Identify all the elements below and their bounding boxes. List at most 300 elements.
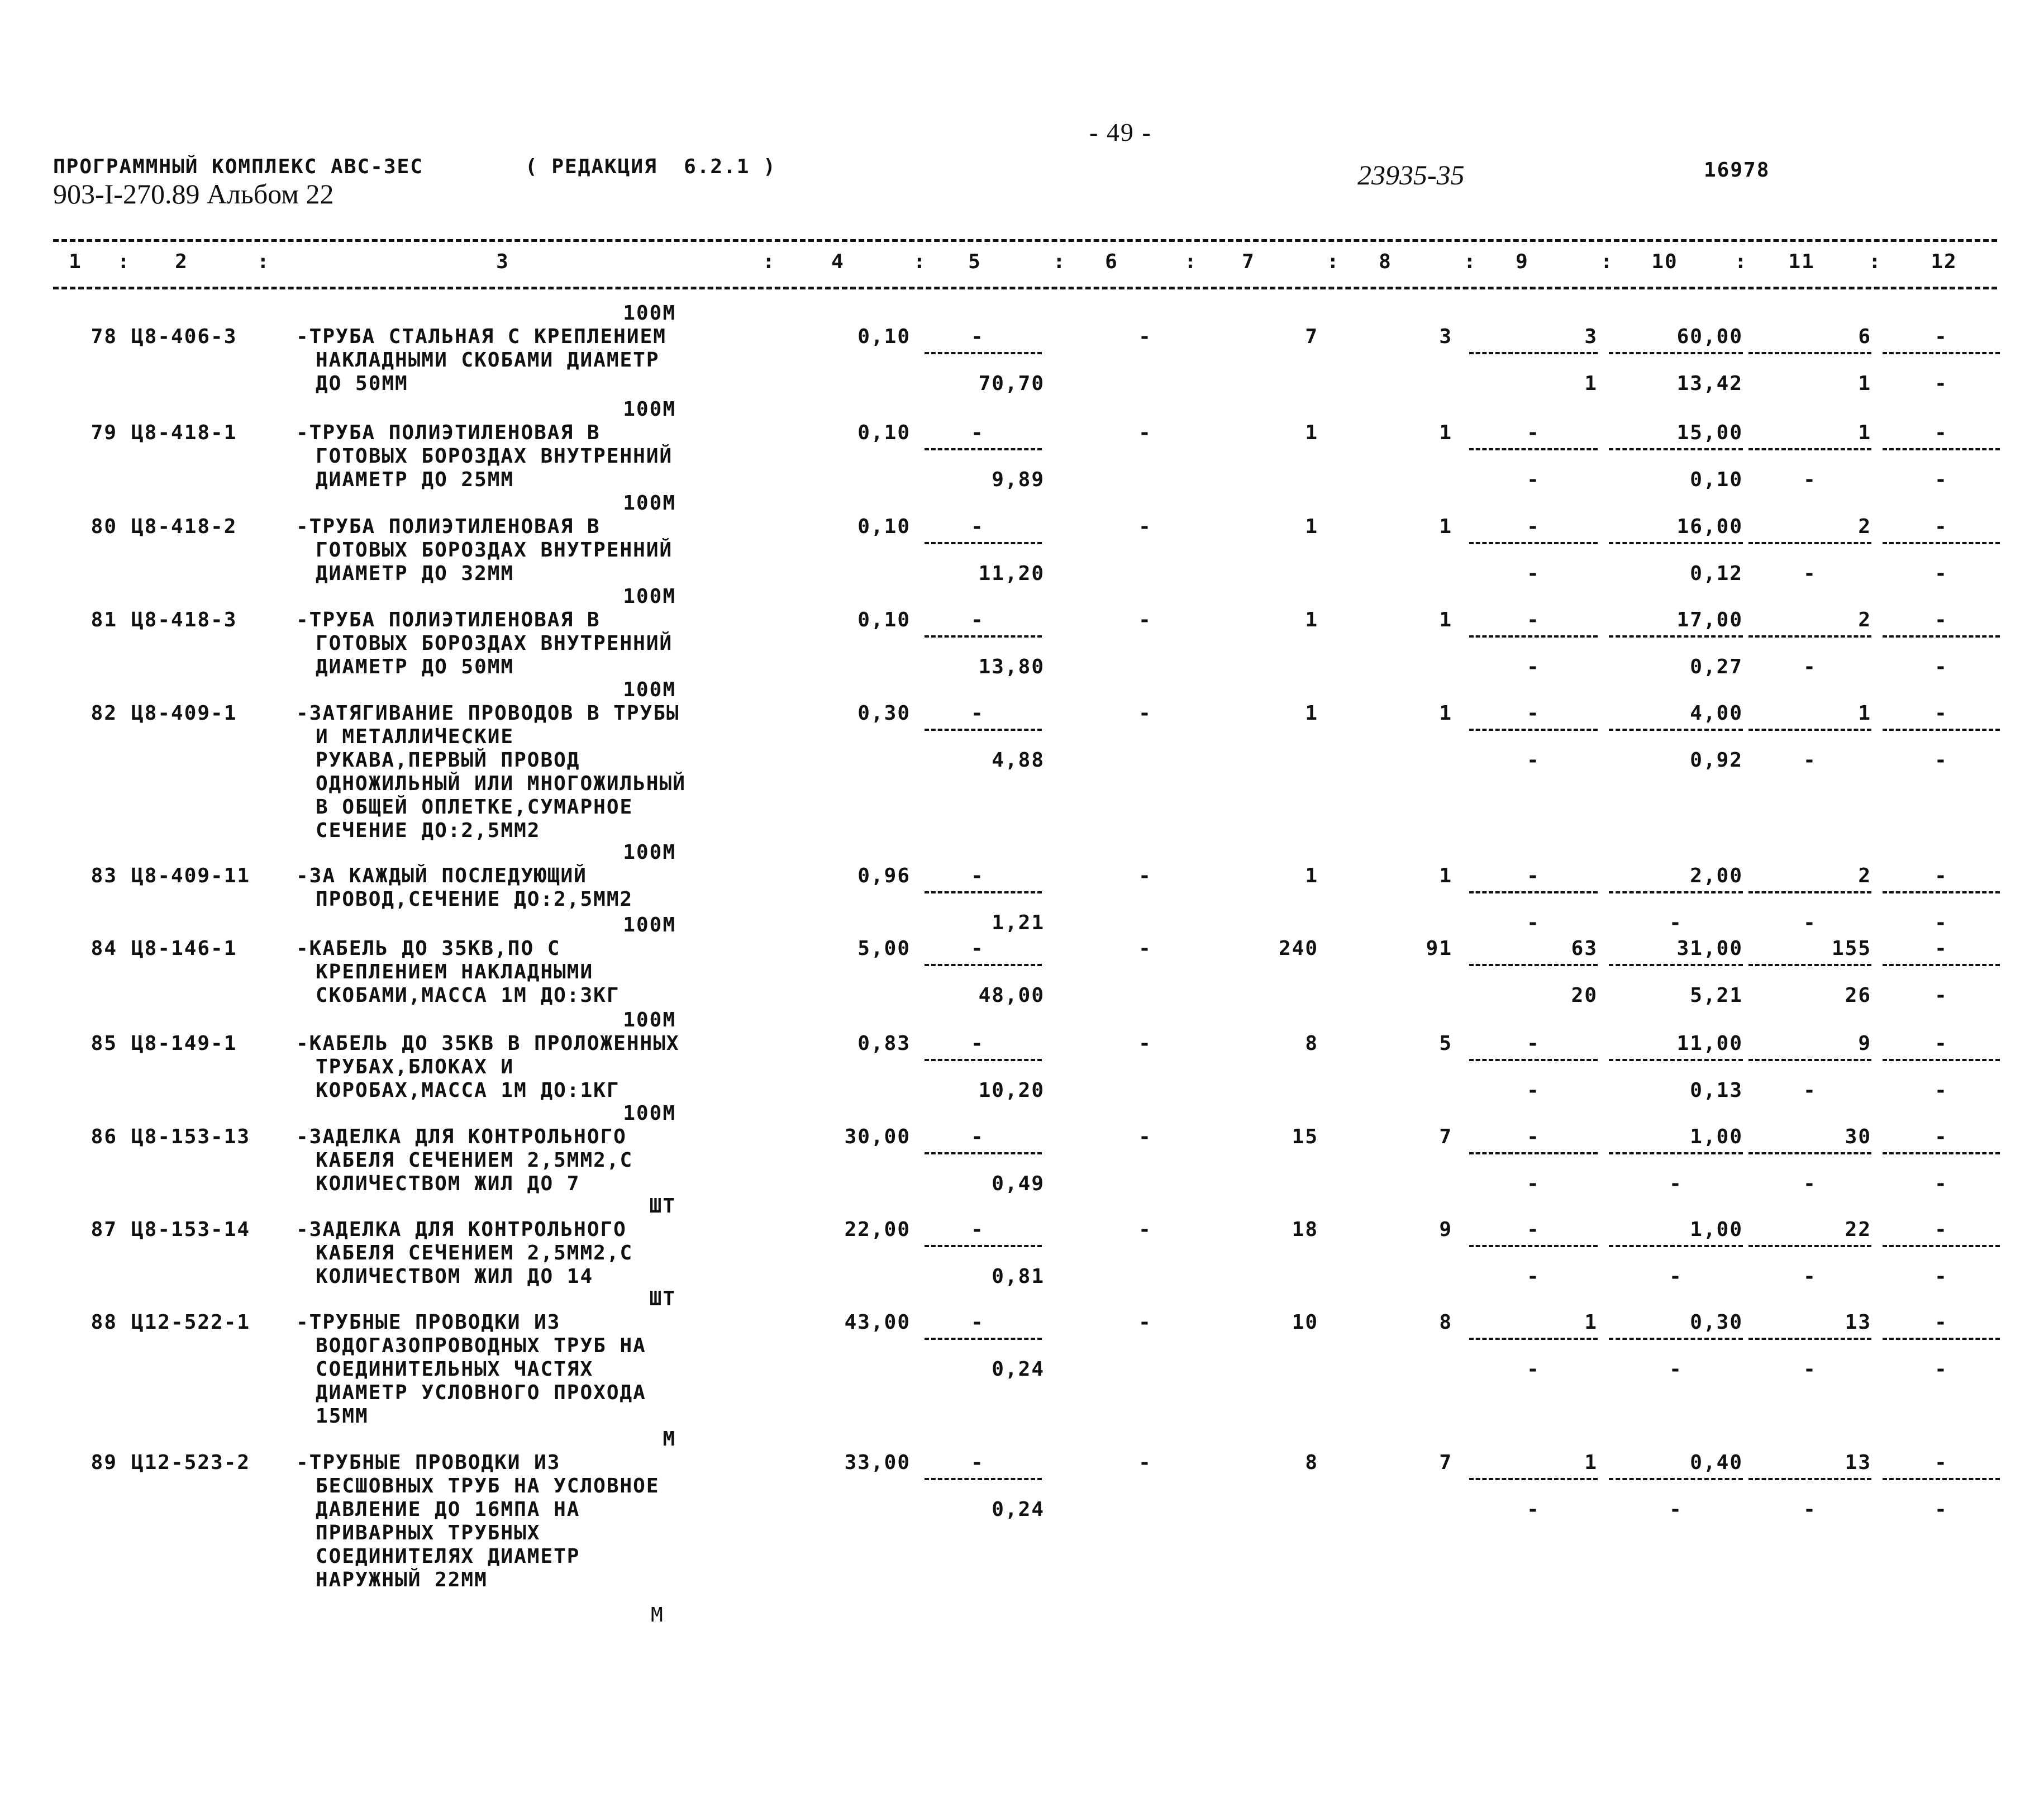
column-separator: : bbox=[257, 250, 270, 273]
col9-top: - bbox=[1527, 702, 1540, 725]
column-separator: : bbox=[1464, 250, 1477, 273]
col9-bottom: - bbox=[1527, 911, 1540, 934]
fraction-rule bbox=[1609, 352, 1743, 354]
col11-top: 13 bbox=[1845, 1451, 1871, 1474]
fraction-rule bbox=[1883, 1152, 2000, 1154]
fraction-rule bbox=[1469, 352, 1598, 354]
fraction-rule bbox=[925, 542, 1042, 544]
column-header-9: 9 bbox=[1516, 250, 1529, 273]
col5-bottom: 0,81 bbox=[992, 1265, 1045, 1288]
col8-value: 1 bbox=[1439, 608, 1452, 631]
program-title: ПРОГРАММНЫЙ КОМПЛЕКС АВС-ЗЕС bbox=[53, 155, 423, 178]
row-description-line: СОЕДИНИТЕЛЬНЫХ ЧАСТЯХ bbox=[316, 1358, 594, 1381]
col11-bottom: - bbox=[1803, 1172, 1817, 1195]
col9-top: 3 bbox=[1584, 325, 1598, 348]
row-unit: М bbox=[663, 1428, 676, 1451]
col7-value: 240 bbox=[1278, 937, 1318, 960]
col10-top: 17,00 bbox=[1676, 608, 1743, 631]
row-description-line: ДИАМЕТР УСЛОВНОГО ПРОХОДА bbox=[316, 1381, 646, 1404]
col6-value: - bbox=[1138, 325, 1152, 348]
col12-top: - bbox=[1935, 864, 1948, 887]
row-code: Ц8-418-1 bbox=[131, 421, 237, 444]
fraction-rule bbox=[1748, 729, 1871, 731]
fraction-rule bbox=[925, 1059, 1042, 1061]
col8-value: 9 bbox=[1439, 1218, 1452, 1241]
col11-bottom: - bbox=[1803, 1498, 1817, 1521]
fraction-rule bbox=[1469, 1152, 1598, 1154]
col10-top: 60,00 bbox=[1676, 325, 1743, 348]
col12-top: - bbox=[1935, 421, 1948, 444]
header-top-rule bbox=[53, 239, 1997, 242]
row-description-line: СКОБАМИ,МАССА 1М ДО:3КГ bbox=[316, 984, 620, 1007]
fraction-rule bbox=[925, 448, 1042, 450]
col12-top: - bbox=[1935, 515, 1948, 538]
row-number: 85 bbox=[90, 1032, 117, 1055]
col10-bottom: - bbox=[1669, 1498, 1683, 1521]
fraction-rule bbox=[1469, 964, 1598, 966]
header-bottom-rule bbox=[53, 287, 1997, 289]
column-separator: : bbox=[1869, 250, 1882, 273]
fraction-rule bbox=[1609, 448, 1743, 450]
col9-bottom: - bbox=[1527, 562, 1540, 585]
col5-top: - bbox=[971, 702, 984, 725]
row-number: 80 bbox=[90, 515, 117, 538]
row-description-line: ГОТОВЫХ БОРОЗДАХ ВНУТРЕННИЙ bbox=[316, 632, 673, 655]
col10-top: 0,30 bbox=[1690, 1311, 1743, 1334]
row-description-line: НАКЛАДНЫМИ СКОБАМИ ДИАМЕТР bbox=[316, 349, 660, 372]
fraction-rule bbox=[1748, 1478, 1871, 1480]
col8-value: 8 bbox=[1439, 1311, 1452, 1334]
row-description-line: РУКАВА,ПЕРВЫЙ ПРОВОД bbox=[316, 749, 580, 772]
col11-top: 2 bbox=[1858, 864, 1871, 887]
col12-top: - bbox=[1935, 1218, 1948, 1241]
row-code: Ц8-406-3 bbox=[131, 325, 237, 348]
fraction-rule bbox=[1469, 1059, 1598, 1061]
col11-bottom: - bbox=[1803, 1079, 1817, 1102]
col10-bottom: - bbox=[1669, 911, 1683, 934]
row-number: 83 bbox=[90, 864, 117, 887]
column-header-7: 7 bbox=[1242, 250, 1255, 273]
col8-value: 7 bbox=[1439, 1125, 1452, 1148]
footer-unit: М bbox=[651, 1604, 664, 1627]
col6-value: - bbox=[1138, 421, 1152, 444]
col6-value: - bbox=[1138, 1125, 1152, 1148]
col12-top: - bbox=[1935, 702, 1948, 725]
col11-bottom: - bbox=[1803, 655, 1817, 678]
col12-top: - bbox=[1935, 1125, 1948, 1148]
col12-bottom: - bbox=[1935, 562, 1948, 585]
project-reference: 903-I-270.89 Альбом 22 bbox=[53, 178, 334, 210]
row-description-line: И МЕТАЛЛИЧЕСКИЕ bbox=[316, 725, 514, 748]
col5-bottom: 11,20 bbox=[978, 562, 1045, 585]
col9-top: 1 bbox=[1584, 1311, 1598, 1334]
fraction-rule bbox=[925, 891, 1042, 893]
col7-value: 1 bbox=[1305, 421, 1318, 444]
fraction-rule bbox=[1469, 729, 1598, 731]
fraction-rule bbox=[925, 729, 1042, 731]
row-description-line: -КАБЕЛЬ ДО 35КВ,ПО С bbox=[296, 937, 561, 960]
document-number: 16978 bbox=[1704, 159, 1770, 182]
col6-value: - bbox=[1138, 702, 1152, 725]
row-description-line: КОРОБАХ,МАССА 1М ДО:1КГ bbox=[316, 1079, 620, 1102]
col11-top: 22 bbox=[1845, 1218, 1871, 1241]
col12-top: - bbox=[1935, 1451, 1948, 1474]
document-code: 23935-35 bbox=[1357, 159, 1465, 191]
column-header-5: 5 bbox=[968, 250, 981, 273]
col5-bottom: 0,24 bbox=[992, 1358, 1045, 1381]
row-description-line: -ТРУБА ПОЛИЭТИЛЕНОВАЯ В bbox=[296, 515, 601, 538]
fraction-rule bbox=[1748, 1338, 1871, 1340]
row-number: 81 bbox=[90, 608, 117, 631]
col8-value: 1 bbox=[1439, 515, 1452, 538]
col5-bottom: 1,21 bbox=[992, 911, 1045, 934]
col12-bottom: - bbox=[1935, 1079, 1948, 1102]
fraction-rule bbox=[1469, 635, 1598, 638]
row-unit: ШТ bbox=[649, 1195, 676, 1218]
col9-top: 63 bbox=[1571, 937, 1598, 960]
row-description-line: КАБЕЛЯ СЕЧЕНИЕМ 2,5ММ2,С bbox=[316, 1242, 633, 1264]
col7-value: 8 bbox=[1305, 1451, 1318, 1474]
row-number: 78 bbox=[90, 325, 117, 348]
column-separator: : bbox=[1327, 250, 1340, 273]
col8-value: 91 bbox=[1426, 937, 1452, 960]
row-code: Ц8-409-1 bbox=[131, 702, 237, 725]
fraction-rule bbox=[1883, 635, 2000, 638]
col9-bottom: - bbox=[1527, 1172, 1540, 1195]
col7-value: 1 bbox=[1305, 702, 1318, 725]
col7-value: 1 bbox=[1305, 864, 1318, 887]
col7-value: 8 bbox=[1305, 1032, 1318, 1055]
fraction-rule bbox=[925, 352, 1042, 354]
col10-top: 0,40 bbox=[1690, 1451, 1743, 1474]
fraction-rule bbox=[1883, 1059, 2000, 1061]
row-description-line: ГОТОВЫХ БОРОЗДАХ ВНУТРЕННИЙ bbox=[316, 445, 673, 468]
fraction-rule bbox=[925, 1152, 1042, 1154]
fraction-rule bbox=[925, 1245, 1042, 1247]
row-description-line: ДАВЛЕНИЕ ДО 16МПА НА bbox=[316, 1498, 580, 1521]
col12-bottom: - bbox=[1935, 468, 1948, 491]
col10-top: 4,00 bbox=[1690, 702, 1743, 725]
row-description-line: ТРУБАХ,БЛОКАХ И bbox=[316, 1056, 514, 1078]
row-description-line: ОДНОЖИЛЬНЫЙ ИЛИ МНОГОЖИЛЬНЫЙ bbox=[316, 772, 686, 795]
row-code: Ц8-418-3 bbox=[131, 608, 237, 631]
fraction-rule bbox=[1883, 891, 2000, 893]
col9-top: - bbox=[1527, 515, 1540, 538]
column-header-10: 10 bbox=[1651, 250, 1678, 273]
fraction-rule bbox=[925, 1338, 1042, 1340]
fraction-rule bbox=[925, 1478, 1042, 1480]
col5-top: - bbox=[971, 608, 984, 631]
row-description-line: -КАБЕЛЬ ДО 35КВ В ПРОЛОЖЕННЫХ bbox=[296, 1032, 680, 1055]
col11-top: 9 bbox=[1858, 1032, 1871, 1055]
col5-top: - bbox=[971, 937, 984, 960]
row-unit: 100М bbox=[623, 841, 676, 864]
row-description-line: В ОБЩЕЙ ОПЛЕТКЕ,СУМАРНОЕ bbox=[316, 796, 633, 819]
row-description-line: СЕЧЕНИЕ ДО:2,5ММ2 bbox=[316, 819, 541, 842]
col9-bottom: - bbox=[1527, 749, 1540, 772]
col12-top: - bbox=[1935, 325, 1948, 348]
col6-value: - bbox=[1138, 515, 1152, 538]
col9-bottom: 1 bbox=[1584, 372, 1598, 395]
col12-bottom: - bbox=[1935, 911, 1948, 934]
row-code: Ц8-418-2 bbox=[131, 515, 237, 538]
row-description-line: -ЗАДЕЛКА ДЛЯ КОНТРОЛЬНОГО bbox=[296, 1125, 627, 1148]
col11-bottom: - bbox=[1803, 1358, 1817, 1381]
col5-bottom: 13,80 bbox=[978, 655, 1045, 678]
col5-bottom: 10,20 bbox=[978, 1079, 1045, 1102]
row-unit: 100М bbox=[623, 302, 676, 325]
col9-bottom: - bbox=[1527, 1498, 1540, 1521]
row-code: Ц12-522-1 bbox=[131, 1311, 251, 1334]
row-description-line: ПРОВОД,СЕЧЕНИЕ ДО:2,5ММ2 bbox=[316, 888, 633, 911]
col4-value: 0,83 bbox=[857, 1032, 911, 1055]
col5-top: - bbox=[971, 515, 984, 538]
column-header-3: 3 bbox=[496, 250, 509, 273]
fraction-rule bbox=[925, 635, 1042, 638]
col8-value: 1 bbox=[1439, 864, 1452, 887]
col12-bottom: - bbox=[1935, 372, 1948, 395]
col8-value: 5 bbox=[1439, 1032, 1452, 1055]
row-number: 84 bbox=[90, 937, 117, 960]
col5-top: - bbox=[971, 1125, 984, 1148]
row-description-line: -ТРУБНЫЕ ПРОВОДКИ ИЗ bbox=[296, 1451, 561, 1474]
col9-bottom: - bbox=[1527, 468, 1540, 491]
col10-bottom: - bbox=[1669, 1358, 1683, 1381]
col4-value: 0,30 bbox=[857, 702, 911, 725]
col12-bottom: - bbox=[1935, 984, 1948, 1007]
col7-value: 15 bbox=[1292, 1125, 1318, 1148]
row-description-line: НАРУЖНЫЙ 22ММ bbox=[316, 1568, 488, 1591]
col10-bottom: 5,21 bbox=[1690, 984, 1743, 1007]
col10-top: 31,00 bbox=[1676, 937, 1743, 960]
col4-value: 33,00 bbox=[844, 1451, 911, 1474]
column-separator: : bbox=[1735, 250, 1748, 273]
col5-top: - bbox=[971, 1218, 984, 1241]
row-unit: 100М bbox=[623, 1102, 676, 1125]
col5-top: - bbox=[971, 1032, 984, 1055]
row-description-line: -ТРУБА СТАЛЬНАЯ С КРЕПЛЕНИЕМ bbox=[296, 325, 666, 348]
col11-bottom: - bbox=[1803, 1265, 1817, 1288]
column-separator: : bbox=[1600, 250, 1614, 273]
col5-bottom: 9,89 bbox=[992, 468, 1045, 491]
col11-top: 6 bbox=[1858, 325, 1871, 348]
col10-bottom: - bbox=[1669, 1265, 1683, 1288]
col11-top: 2 bbox=[1858, 608, 1871, 631]
fraction-rule bbox=[1748, 1152, 1871, 1154]
row-unit: 100М bbox=[623, 678, 676, 701]
col10-bottom: 0,27 bbox=[1690, 655, 1743, 678]
row-description-line: КРЕПЛЕНИЕМ НАКЛАДНЫМИ bbox=[316, 961, 594, 983]
row-number: 79 bbox=[90, 421, 117, 444]
col10-bottom: 13,42 bbox=[1676, 372, 1743, 395]
row-unit: 100М bbox=[623, 492, 676, 515]
row-unit: 100М bbox=[623, 398, 676, 421]
row-description-line: ДО 50ММ bbox=[316, 372, 408, 395]
row-description-line: ДИАМЕТР ДО 32ММ bbox=[316, 562, 514, 585]
col10-bottom: 0,12 bbox=[1690, 562, 1743, 585]
col12-bottom: - bbox=[1935, 749, 1948, 772]
column-separator: : bbox=[1184, 250, 1198, 273]
row-description-line: -ТРУБНЫЕ ПРОВОДКИ ИЗ bbox=[296, 1311, 561, 1334]
column-header-6: 6 bbox=[1105, 250, 1118, 273]
fraction-rule bbox=[1748, 352, 1871, 354]
row-description-line: ПРИВАРНЫХ ТРУБНЫХ bbox=[316, 1522, 541, 1544]
col12-bottom: - bbox=[1935, 1498, 1948, 1521]
col11-bottom: 26 bbox=[1845, 984, 1871, 1007]
column-separator: : bbox=[1053, 250, 1066, 273]
col9-bottom: - bbox=[1527, 1079, 1540, 1102]
fraction-rule bbox=[925, 964, 1042, 966]
col6-value: - bbox=[1138, 1451, 1152, 1474]
col7-value: 1 bbox=[1305, 515, 1318, 538]
col12-top: - bbox=[1935, 1032, 1948, 1055]
col9-top: - bbox=[1527, 608, 1540, 631]
column-separator: : bbox=[913, 250, 927, 273]
row-description-line: КОЛИЧЕСТВОМ ЖИЛ ДО 14 bbox=[316, 1265, 594, 1288]
col4-value: 0,96 bbox=[857, 864, 911, 887]
col11-bottom: 1 bbox=[1858, 372, 1871, 395]
col7-value: 7 bbox=[1305, 325, 1318, 348]
col11-top: 2 bbox=[1858, 515, 1871, 538]
fraction-rule bbox=[1609, 1478, 1743, 1480]
col9-top: - bbox=[1527, 1032, 1540, 1055]
col11-bottom: - bbox=[1803, 749, 1817, 772]
row-description-line: -ЗАТЯГИВАНИЕ ПРОВОДОВ В ТРУБЫ bbox=[296, 702, 680, 725]
col12-top: - bbox=[1935, 937, 1948, 960]
col10-top: 11,00 bbox=[1676, 1032, 1743, 1055]
col10-top: 1,00 bbox=[1690, 1125, 1743, 1148]
row-number: 82 bbox=[90, 702, 117, 725]
col4-value: 30,00 bbox=[844, 1125, 911, 1148]
fraction-rule bbox=[1748, 542, 1871, 544]
col8-value: 7 bbox=[1439, 1451, 1452, 1474]
column-header-8: 8 bbox=[1379, 250, 1392, 273]
col5-top: - bbox=[971, 1451, 984, 1474]
fraction-rule bbox=[1469, 891, 1598, 893]
fraction-rule bbox=[1609, 964, 1743, 966]
column-separator: : bbox=[117, 250, 131, 273]
row-description-line: ГОТОВЫХ БОРОЗДАХ ВНУТРЕННИЙ bbox=[316, 539, 673, 562]
col5-bottom: 4,88 bbox=[992, 749, 1045, 772]
col9-bottom: - bbox=[1527, 1358, 1540, 1381]
fraction-rule bbox=[1748, 1245, 1871, 1247]
col8-value: 3 bbox=[1439, 325, 1452, 348]
column-separator: : bbox=[763, 250, 776, 273]
fraction-rule bbox=[1609, 1338, 1743, 1340]
col10-bottom: 0,92 bbox=[1690, 749, 1743, 772]
column-header-11: 11 bbox=[1788, 250, 1815, 273]
col5-bottom: 0,24 bbox=[992, 1498, 1045, 1521]
col7-value: 10 bbox=[1292, 1311, 1318, 1334]
row-number: 89 bbox=[90, 1451, 117, 1474]
col10-bottom: - bbox=[1669, 1172, 1683, 1195]
col7-value: 18 bbox=[1292, 1218, 1318, 1241]
col12-bottom: - bbox=[1935, 1358, 1948, 1381]
row-description-line: -ЗАДЕЛКА ДЛЯ КОНТРОЛЬНОГО bbox=[296, 1218, 627, 1241]
col9-top: - bbox=[1527, 1218, 1540, 1241]
col9-bottom: - bbox=[1527, 655, 1540, 678]
col9-bottom: - bbox=[1527, 1265, 1540, 1288]
row-description-line: -ТРУБА ПОЛИЭТИЛЕНОВАЯ В bbox=[296, 421, 601, 444]
fraction-rule bbox=[1883, 448, 2000, 450]
col6-value: - bbox=[1138, 608, 1152, 631]
col11-top: 155 bbox=[1831, 937, 1871, 960]
col11-top: 30 bbox=[1845, 1125, 1871, 1148]
col6-value: - bbox=[1138, 1218, 1152, 1241]
col11-bottom: - bbox=[1803, 468, 1817, 491]
fraction-rule bbox=[1883, 1338, 2000, 1340]
fraction-rule bbox=[1748, 891, 1871, 893]
fraction-rule bbox=[1748, 448, 1871, 450]
fraction-rule bbox=[1883, 352, 2000, 354]
col8-value: 1 bbox=[1439, 421, 1452, 444]
fraction-rule bbox=[1883, 1478, 2000, 1480]
row-code: Ц12-523-2 bbox=[131, 1451, 251, 1474]
col4-value: 22,00 bbox=[844, 1218, 911, 1241]
row-unit: 100М bbox=[623, 585, 676, 608]
col9-bottom: 20 bbox=[1571, 984, 1598, 1007]
row-description-line: -ТРУБА ПОЛИЭТИЛЕНОВАЯ В bbox=[296, 608, 601, 631]
col9-top: - bbox=[1527, 421, 1540, 444]
fraction-rule bbox=[1609, 729, 1743, 731]
fraction-rule bbox=[1748, 635, 1871, 638]
col4-value: 0,10 bbox=[857, 608, 911, 631]
col7-value: 1 bbox=[1305, 608, 1318, 631]
col12-bottom: - bbox=[1935, 1265, 1948, 1288]
row-description-line: -ЗА КАЖДЫЙ ПОСЛЕДУЮЩИЙ bbox=[296, 864, 587, 887]
fraction-rule bbox=[1469, 542, 1598, 544]
fraction-rule bbox=[1883, 729, 2000, 731]
col9-top: - bbox=[1527, 864, 1540, 887]
fraction-rule bbox=[1609, 542, 1743, 544]
col11-top: 1 bbox=[1858, 421, 1871, 444]
row-code: Ц8-409-11 bbox=[131, 864, 251, 887]
col5-top: - bbox=[971, 1311, 984, 1334]
col5-top: - bbox=[971, 864, 984, 887]
row-number: 88 bbox=[90, 1311, 117, 1334]
col9-top: - bbox=[1527, 1125, 1540, 1148]
fraction-rule bbox=[1469, 448, 1598, 450]
fraction-rule bbox=[1883, 542, 2000, 544]
col10-bottom: 0,13 bbox=[1690, 1079, 1743, 1102]
col10-top: 1,00 bbox=[1690, 1218, 1743, 1241]
col10-top: 16,00 bbox=[1676, 515, 1743, 538]
col6-value: - bbox=[1138, 864, 1152, 887]
fraction-rule bbox=[1469, 1338, 1598, 1340]
col4-value: 0,10 bbox=[857, 325, 911, 348]
col4-value: 5,00 bbox=[857, 937, 911, 960]
col5-bottom: 0,49 bbox=[992, 1172, 1045, 1195]
col11-top: 13 bbox=[1845, 1311, 1871, 1334]
col5-bottom: 48,00 bbox=[978, 984, 1045, 1007]
col9-top: 1 bbox=[1584, 1451, 1598, 1474]
row-unit: 100М bbox=[623, 1009, 676, 1031]
col5-bottom: 70,70 bbox=[978, 372, 1045, 395]
fraction-rule bbox=[1609, 1245, 1743, 1247]
row-unit: ШТ bbox=[649, 1287, 676, 1310]
column-header-4: 4 bbox=[831, 250, 845, 273]
row-number: 87 bbox=[90, 1218, 117, 1241]
col6-value: - bbox=[1138, 937, 1152, 960]
col5-top: - bbox=[971, 421, 984, 444]
col4-value: 43,00 bbox=[844, 1311, 911, 1334]
column-header-2: 2 bbox=[175, 250, 188, 273]
fraction-rule bbox=[1469, 1245, 1598, 1247]
row-description-line: ДИАМЕТР ДО 25ММ bbox=[316, 468, 514, 491]
fraction-rule bbox=[1609, 635, 1743, 638]
column-header-1: 1 bbox=[69, 250, 82, 273]
fraction-rule bbox=[1748, 964, 1871, 966]
